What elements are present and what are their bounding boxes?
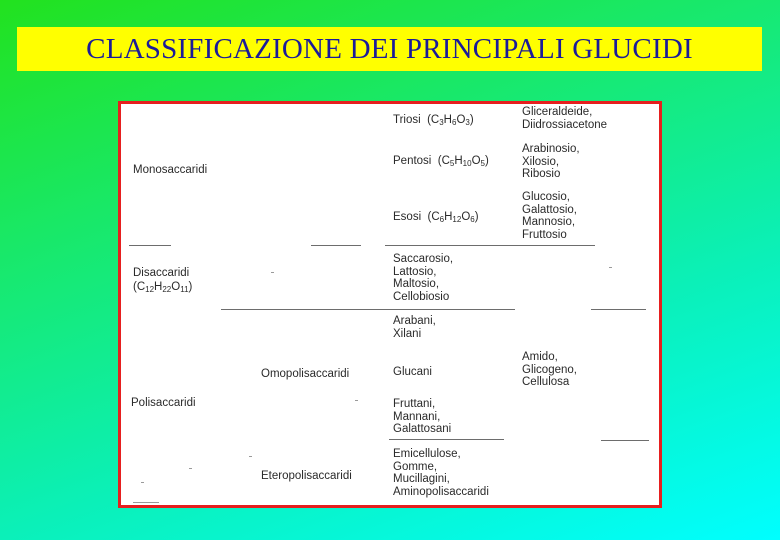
examples-pentoses (522, 143, 580, 181)
list-item: Saccarosio, (393, 253, 454, 265)
classification-table (118, 101, 662, 508)
type-arabans (393, 315, 436, 340)
list-item: Mannosio, (522, 216, 576, 228)
list-item: Xilani (393, 327, 422, 340)
list-item: Xilosio, (522, 155, 560, 168)
category-polysaccharides: Polisaccaridi (131, 397, 196, 409)
list-item: Arabani, (393, 315, 436, 327)
list-item: Gliceraldeide, (522, 106, 593, 118)
type-fructans (393, 398, 451, 436)
list-item: Cellulosa (522, 376, 570, 388)
type-glucans: Glucani (393, 366, 432, 378)
divider-line (129, 245, 171, 246)
scan-speck (133, 502, 159, 503)
list-item: Cellobiosio (393, 290, 450, 303)
divider-line (221, 309, 515, 310)
list-item: Amido, (522, 351, 558, 363)
examples-trioses (522, 106, 607, 131)
divider-line (601, 440, 649, 441)
examples-glucans (522, 351, 577, 389)
list-item: Fruttani, (393, 398, 436, 410)
divider-line (591, 309, 646, 310)
divider-line (389, 439, 504, 440)
list-item: Lattosio, (393, 265, 437, 278)
list-item: Glucosio, (522, 191, 570, 203)
disaccharides-formula: $(C_{12}H_{22}O_{11})$ (133, 281, 193, 294)
disaccharide-list (393, 253, 453, 303)
subcategory-homopolysaccharides: Omopolisaccaridi (261, 368, 350, 380)
list-item: Gomme, (393, 460, 438, 473)
list-item: Glicogeno, (522, 363, 577, 376)
divider-line (385, 245, 595, 246)
category-disaccharides: Disaccaridi (133, 267, 190, 279)
list-item: Mannani, (393, 410, 441, 423)
list-item: Maltosio, (393, 278, 440, 290)
list-item: Arabinosio, (522, 143, 580, 155)
scan-speck (355, 400, 358, 401)
scan-speck (189, 468, 192, 469)
examples-hexoses (522, 191, 577, 241)
page-title: CLASSIFICAZIONE DEI PRINCIPALI GLUCIDI (86, 32, 693, 65)
scan-speck (141, 482, 144, 483)
type-trioses: Triosi $(C_3H_6O_3)$ (393, 114, 474, 127)
list-item: Emicellulose, (393, 448, 461, 460)
list-item: Ribosio (522, 168, 561, 180)
list-item: Diidrossiacetone (522, 118, 608, 131)
type-heteropolysaccharides (393, 448, 489, 498)
scan-speck (271, 272, 274, 273)
scan-speck (249, 456, 252, 457)
list-item: Mucillagini, (393, 473, 450, 485)
type-hexoses: Esosi $(C_6H_{12}O_6)$ (393, 211, 479, 224)
list-item: Galattosio, (522, 203, 577, 216)
title-banner (17, 27, 762, 71)
list-item: Fruttosio (522, 228, 567, 241)
subcategory-heteropolysaccharides: Eteropolisaccaridi (261, 470, 352, 482)
type-pentoses: Pentosi $(C_5H_{10}O_5)$ (393, 155, 489, 168)
list-item: Aminopolisaccaridi (393, 485, 489, 498)
category-monosaccharides: Monosaccaridi (133, 164, 208, 176)
list-item: Galattosani (393, 423, 452, 435)
divider-line (311, 245, 361, 246)
scan-speck (609, 267, 612, 268)
